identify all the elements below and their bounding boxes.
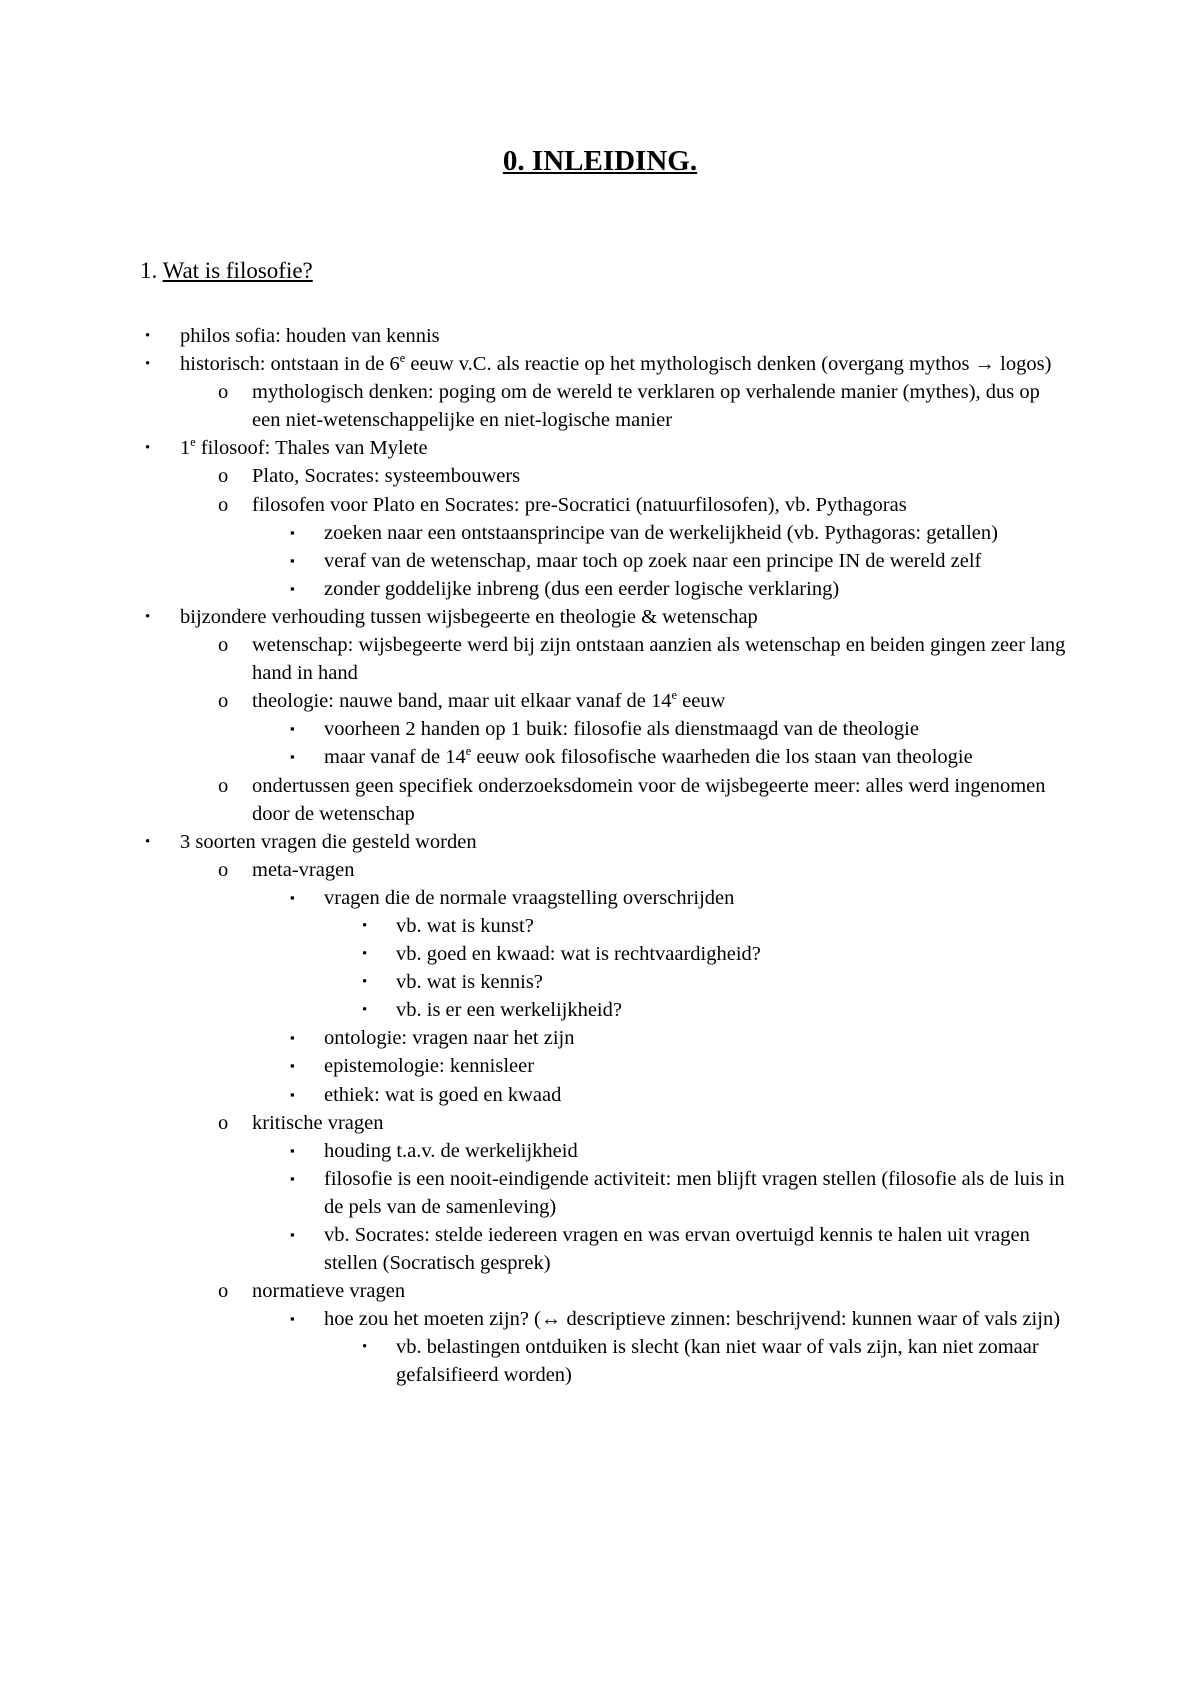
outline-item-text: kritische vragen [252,1111,384,1134]
bullet-marker: o [218,774,229,797]
bullet-marker: ▪ [290,1311,295,1327]
outline-item-level-3 [290,1137,1070,1165]
outline-item-level-3 [290,547,1070,575]
outline-item-level-2 [218,1277,1070,1305]
outline-item-level-3 [290,1221,1070,1277]
outline-item-level-3 [290,519,1070,547]
outline-item-level-3 [290,1024,1070,1052]
outline-item-text: 1e filosoof: Thales van Mylete [180,435,428,460]
outline-item-level-4 [362,1333,1070,1389]
outline-item-text: houding t.a.v. de werkelijkheid [324,1139,578,1162]
bullet-marker: • [362,917,368,934]
outline-item-level-3 [290,1052,1070,1080]
bullet-marker: ▪ [290,1227,295,1242]
section-heading [140,258,313,284]
outline-item-level-3 [290,1305,1070,1333]
section-number: 1. [140,258,158,283]
outline-item-text: normatieve vragen [252,1280,406,1303]
outline-item-text: philos sofia: houden van kennis [180,325,440,347]
outline-item-level-3 [290,575,1070,603]
outline-item-level-3 [290,743,1070,771]
outline-item-text: vb. goed en kwaad: wat is rechtvaardigheid? [396,943,761,966]
outline-item-level-2 [218,631,1070,687]
outline-item-level-2 [218,687,1070,715]
outline-item-level-3 [290,884,1070,912]
outline-item-text: ethiek: wat is goed en kwaad [324,1083,562,1106]
bullet-marker: o [218,465,229,488]
outline-item-text: vb. Socrates: stelde iedereen vragen en was ervan overtuigd kennis te halen uit vragen stellen (Socratisch gesprek) [324,1224,1030,1275]
bullet-marker: o [218,1280,229,1303]
outline-item-text: hoe zou het moeten zijn? (↔ descriptieve zinnen: beschrijvend: kunnen waar of vals zijn) [324,1308,1061,1331]
outline-item-text: maar vanaf de 14e eeuw ook filosofische waarheden die los staan van theologie [324,744,973,769]
outline-item-text: vb. wat is kennis? [396,971,543,994]
outline-item-level-1 [145,350,1070,378]
outline-item-text: vragen die de normale vraagstelling overschrijden [324,886,735,909]
outline-item-text: historisch: ontstaan in de 6e eeuw v.C. als reactie op het mythologisch denken (overgang mythos → logos) [180,351,1052,376]
outline-item-level-4 [362,968,1070,996]
bullet-marker: ▪ [290,1030,295,1046]
outline-item-text: zonder goddelijke inbreng (dus een eerder logische verklaring) [324,577,840,600]
outline-item-text: ontologie: vragen naar het zijn [324,1027,575,1050]
outline-item-text: vb. is er een werkelijkheid? [396,999,622,1022]
outline-item-text: veraf van de wetenschap, maar toch op zoek naar een principe IN de wereld zelf [324,549,982,572]
bullet-marker: o [218,381,229,404]
outline-item-text: wetenschap: wijsbegeerte werd bij zijn ontstaan aanzien als wetenschap en beiden gingen zeer lang hand in hand [252,634,1066,685]
outline-item-text: filosofen voor Plato en Socrates: pre-Socratici (natuurfilosofen), vb. Pythagoras [252,493,907,516]
outline-item-text: bijzondere verhouding tussen wijsbegeerte en theologie & wetenschap [180,605,758,628]
bullet-marker: o [218,690,229,713]
outline-item-level-2 [218,378,1070,434]
outline-item-level-1 [145,603,1070,631]
outline-item-level-4 [362,912,1070,940]
outline-item-level-2 [218,772,1070,828]
bullet-marker: o [218,1111,229,1134]
bullet-marker: ▪ [290,1142,295,1158]
outline-item-level-2 [218,462,1070,490]
bullet-marker: • [362,946,368,963]
bullet-marker: • [145,608,151,625]
section-title: Wat is filosofie? [162,258,313,283]
outline-item-text: Plato, Socrates: systeembouwers [252,465,521,488]
bullet-marker: ▪ [290,524,295,540]
bullet-marker: • [145,356,151,373]
outline-item-text: theologie: nauwe band, maar uit elkaar vanaf de 14e eeuw [252,688,726,713]
outline-item-text: mythologisch denken: poging om de wereld te verklaren op verhalende manier (mythes), dus op een niet-wetenschappelijke en niet-logische manier [252,381,1040,432]
bullet-marker: • [145,328,151,344]
bullet-marker: • [362,1339,368,1356]
outline-item-level-3 [290,715,1070,743]
outline-item-level-4 [362,940,1070,968]
outline-item-level-3 [290,1165,1070,1221]
bullet-marker: • [145,833,151,850]
outline-item-level-2 [218,491,1070,519]
outline-item-level-1 [145,322,1070,350]
outline-item-text: voorheen 2 handen op 1 buik: filosofie als dienstmaagd van de theologie [324,718,919,741]
bullet-marker: • [362,974,368,991]
bullet-marker: ▪ [290,552,295,568]
bullet-marker: • [362,1002,368,1019]
outline-item-text: meta-vragen [252,858,355,881]
outline-item-level-1 [145,434,1070,462]
outline-item-level-2 [218,1109,1070,1137]
bullet-marker: o [218,493,229,516]
outline-list [145,322,1070,1390]
bullet-marker: o [218,634,229,657]
outline-item-level-2 [218,856,1070,884]
outline-item-text: vb. wat is kunst? [396,914,534,937]
outline-item-level-1 [145,828,1070,856]
outline-item-text: vb. belastingen ontduiken is slecht (kan niet waar of vals zijn, kan niet zomaar gefalsifieerd worden) [396,1336,1039,1387]
outline-item-level-4 [362,996,1070,1024]
bullet-marker: • [145,440,151,457]
bullet-marker: o [218,858,229,881]
bullet-marker: ▪ [290,1170,295,1186]
outline-item-text: 3 soorten vragen die gesteld worden [180,830,477,853]
outline-item-text: ondertussen geen specifiek onderzoeksdomein voor de wijsbegeerte meer: alles werd ingenomen door de wetenschap [252,774,1046,825]
bullet-marker: ▪ [290,749,295,765]
page-title: 0. INLEIDING. [502,145,698,177]
bullet-marker: ▪ [290,580,295,596]
bullet-marker: ▪ [290,721,295,737]
outline-item-text: zoeken naar een ontstaansprincipe van de werkelijkheid (vb. Pythagoras: getallen) [324,521,998,544]
outline-item-text: epistemologie: kennisleer [324,1055,535,1078]
outline-item-level-3 [290,1081,1070,1109]
outline-item-text: filosofie is een nooit-eindigende activiteit: men blijft vragen stellen (filosofie als de luis in de pels van de samenleving) [324,1167,1065,1218]
bullet-marker: ▪ [290,1086,295,1102]
bullet-marker: ▪ [290,889,295,905]
bullet-marker: ▪ [290,1058,295,1074]
